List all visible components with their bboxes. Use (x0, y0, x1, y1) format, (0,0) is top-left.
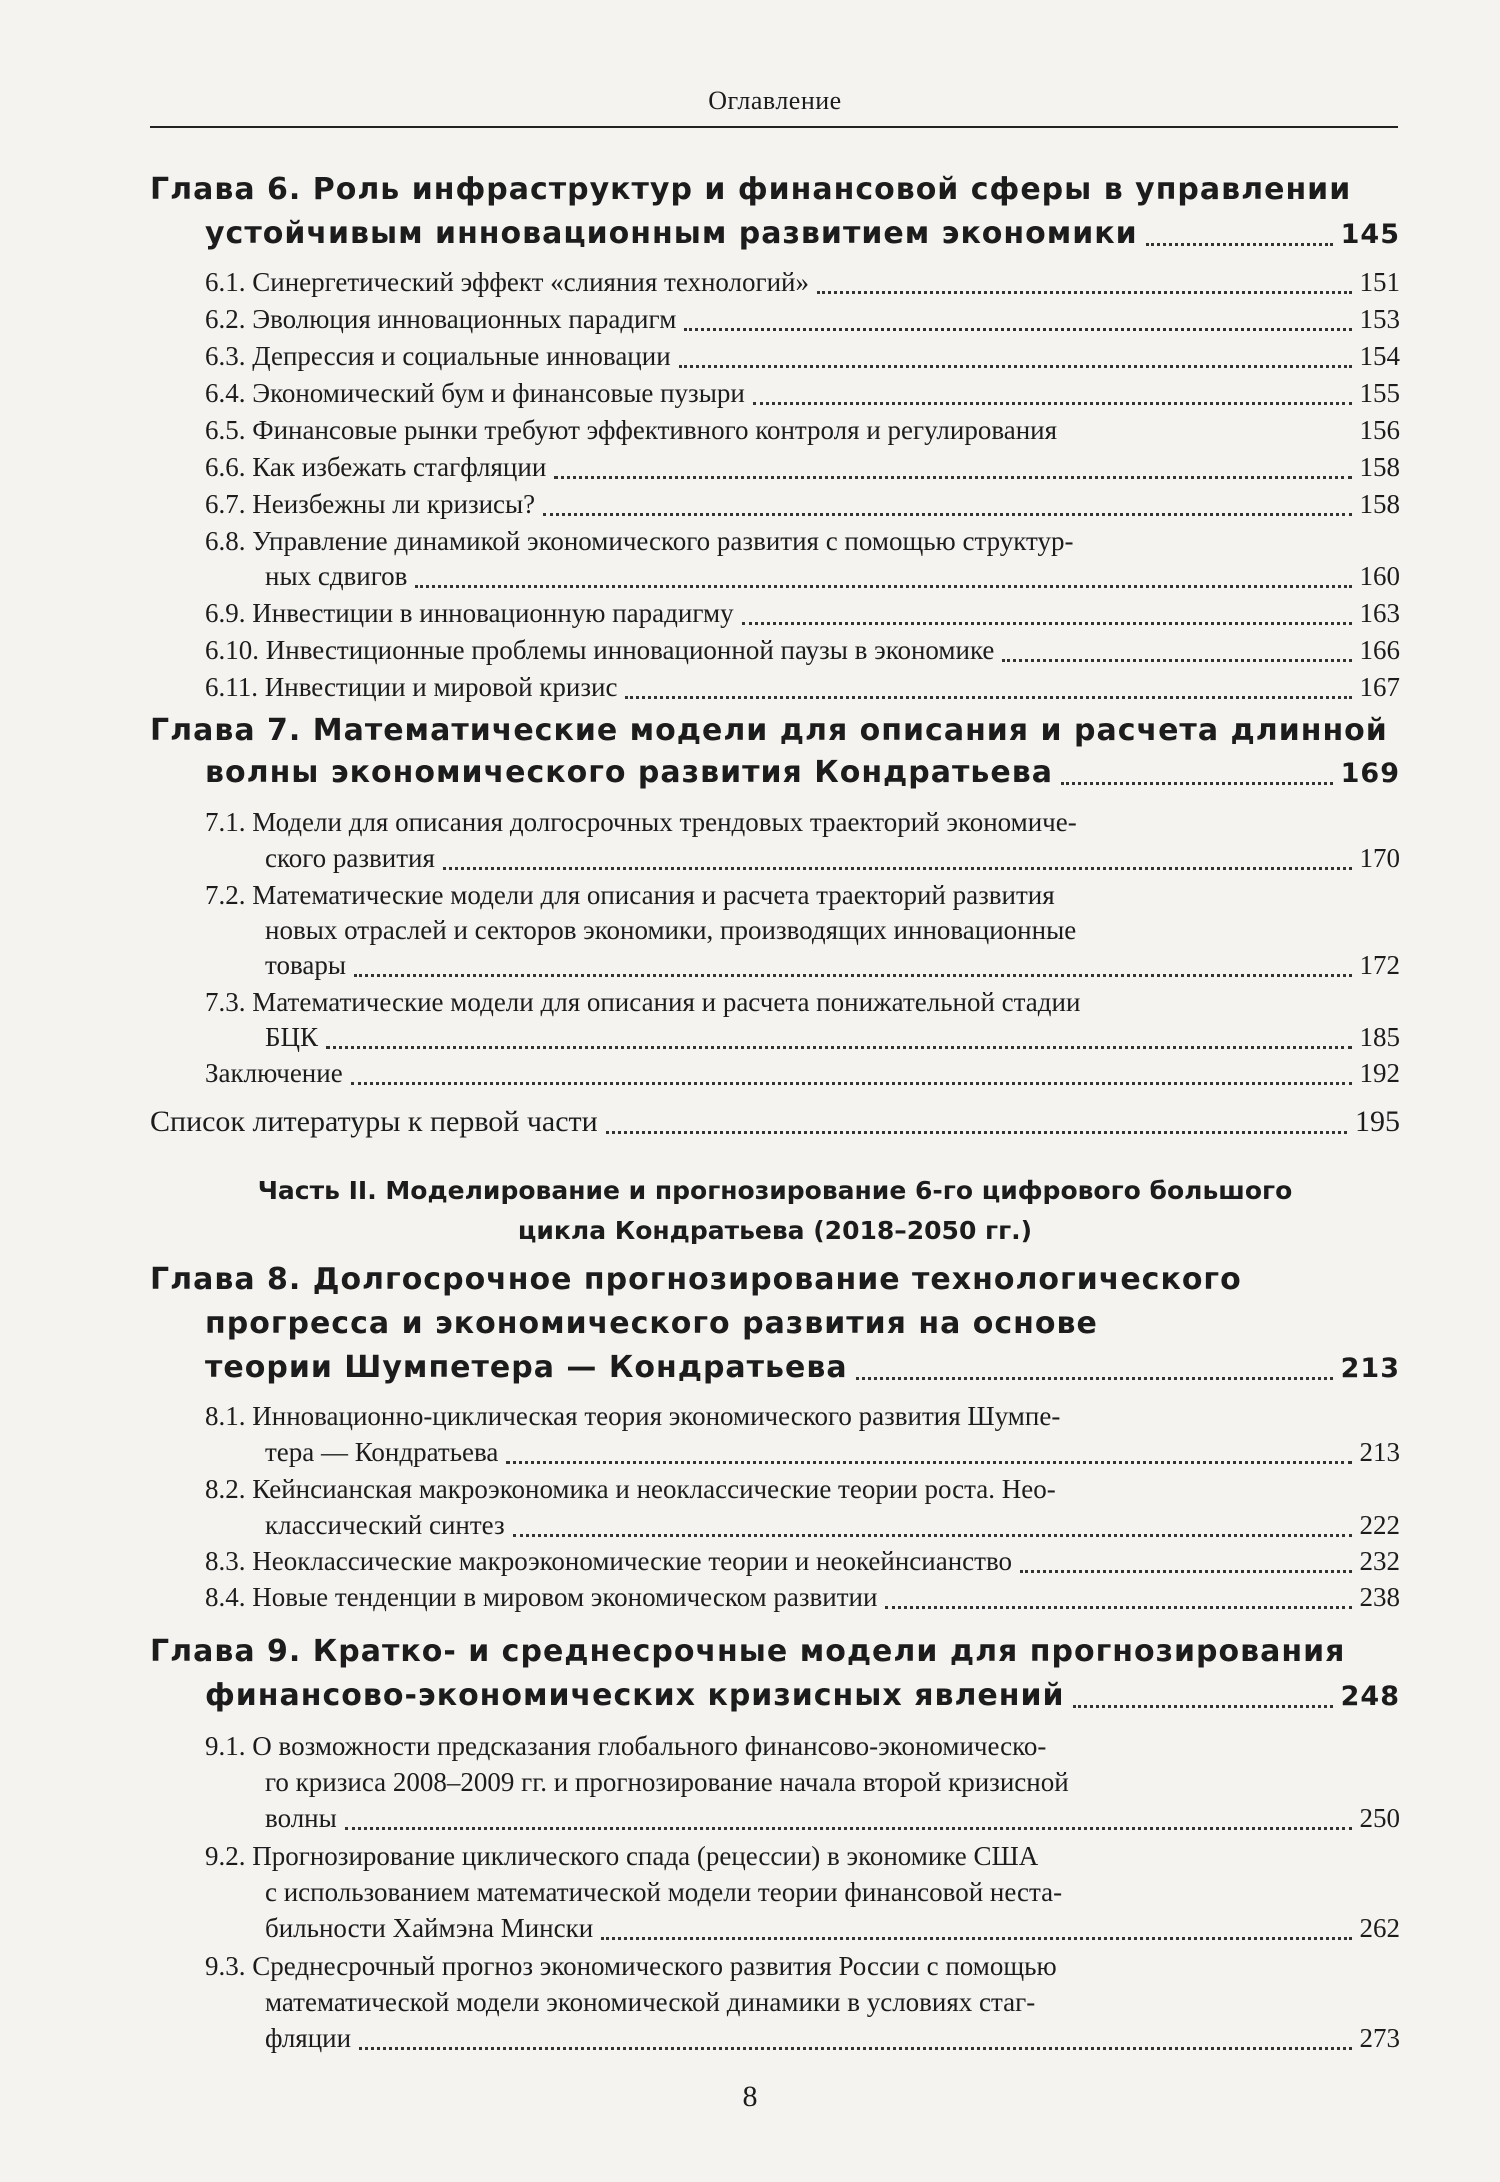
toc-entry[interactable]: ных сдвигов 160 (265, 561, 1400, 591)
toc-entry-line-2: математической модели экономической динамики в условиях стаг- (265, 1987, 1036, 2017)
toc-entry-line-2: с использованием математической модели теории финансовой неста- (265, 1877, 1063, 1907)
toc-entry-line-1: 7.2. Математические модели для описания и расчета траекторий развития (205, 880, 1055, 910)
toc-entry[interactable]: 6.2. Эволюция инновационных парадигм 153 (205, 304, 1400, 334)
chapter-8-title-line-2: прогресса и экономического развития на основе (205, 1306, 1098, 1341)
toc-entry-line-1: 9.1. О возможности предсказания глобального финансово-экономическо- (205, 1731, 1047, 1761)
toc-entry-line-1: 8.1. Инновационно-циклическая теория экономического развития Шумпе- (205, 1401, 1061, 1431)
part-2-heading-line-1: Часть II. Моделирование и прогнозирование 6-го цифрового большого (257, 1176, 1293, 1205)
chapter-6-entry[interactable]: устойчивым инновационным развитием экономики 145 (205, 214, 1400, 254)
toc-entry-line-1: 9.2. Прогнозирование циклического спада (рецессии) в экономике США (205, 1841, 1039, 1871)
chapter-9-entry[interactable]: финансово-экономических кризисных явлений 248 (205, 1678, 1400, 1713)
chapter-7-title-line-1: Глава 7. Математические модели для описания и расчета длинной (150, 713, 1388, 748)
toc-entry[interactable]: классический синтез 222 (265, 1510, 1400, 1540)
toc-entry-line-1: 8.2. Кейнсианская макроэкономика и неоклассические теории роста. Нео- (205, 1474, 1056, 1504)
chapter-6-title-line-1: Глава 6. Роль инфраструктур и финансовой сферы в управлении (150, 172, 1352, 207)
toc-entry[interactable]: 6.5. Финансовые рынки требуют эффективного контроля и регулирования 156 (205, 415, 1400, 445)
toc-entry[interactable]: 6.10. Инвестиционные проблемы инновационной паузы в экономике 166 (205, 635, 1400, 665)
toc-entry-line-1: 7.1. Модели для описания долгосрочных трендовых траекторий экономиче- (205, 807, 1077, 837)
toc-entry[interactable]: 6.4. Экономический бум и финансовые пузыри 155 (205, 378, 1400, 408)
toc-entry[interactable]: тера — Кондратьева 213 (265, 1437, 1400, 1467)
toc-entry-line-2: го кризиса 2008–2009 гг. и прогнозирование начала второй кризисной (265, 1767, 1069, 1797)
toc-entry[interactable]: 6.1. Синергетический эффект «слияния технологий» 151 (205, 267, 1400, 297)
toc-entry-line-1: 6.8. Управление динамикой экономического развития с помощью структур- (205, 526, 1074, 556)
toc-entry[interactable]: БЦК 185 (265, 1022, 1400, 1052)
chapter-7-entry[interactable]: волны экономического развития Кондратьева 169 (205, 755, 1400, 790)
toc-entry[interactable]: фляции 273 (265, 2023, 1400, 2053)
toc-entry[interactable]: 6.6. Как избежать стагфляции 158 (205, 452, 1400, 482)
toc-entry[interactable]: 8.3. Неоклассические макроэкономические теории и неокейнсианство 232 (205, 1546, 1400, 1576)
toc-entry[interactable]: товары 172 (265, 950, 1400, 980)
toc-entry[interactable]: волны 250 (265, 1803, 1400, 1833)
toc-entry[interactable]: 6.3. Депрессия и социальные инновации 154 (205, 341, 1400, 371)
toc-entry-line-2: новых отраслей и секторов экономики, производящих инновационные (265, 915, 1077, 945)
toc-entry[interactable]: бильности Хаймэна Мински 262 (265, 1913, 1400, 1943)
toc-entry[interactable]: 6.11. Инвестиции и мировой кризис 167 (205, 672, 1400, 702)
part-2-heading-line-2: цикла Кондратьева (2018–2050 гг.) (517, 1216, 1033, 1245)
toc-entry[interactable]: 6.9. Инвестиции в инновационную парадигму 163 (205, 598, 1400, 628)
chapter-8-title-line-1: Глава 8. Долгосрочное прогнозирование технологического (150, 1262, 1242, 1297)
chapter-9-title-line-1: Глава 9. Кратко- и среднесрочные модели для прогнозирования (150, 1634, 1346, 1669)
chapter-8-entry[interactable]: теории Шумпетера — Кондратьева 213 (205, 1350, 1400, 1385)
page-number: 145 (1340, 219, 1400, 250)
toc-entry-line-1: 9.3. Среднесрочный прогноз экономического развития России с помощью (205, 1951, 1057, 1981)
running-header: Оглавление (708, 86, 842, 115)
toc-entry-conclusion[interactable]: Заключение 192 (205, 1058, 1400, 1088)
toc-entry-line-1: 7.3. Математические модели для описания и расчета понижательной стадии (205, 987, 1081, 1017)
toc-entry[interactable]: ского развития 170 (265, 843, 1400, 873)
toc-entry[interactable]: 8.4. Новые тенденции в мировом экономическом развитии 238 (205, 1582, 1400, 1612)
toc-entry[interactable]: 6.7. Неизбежны ли кризисы? 158 (205, 489, 1400, 519)
page-number-footer: 8 (742, 2080, 758, 2113)
toc-entry-bibliography[interactable]: Список литературы к первой части 195 (150, 1105, 1400, 1138)
header-rule (150, 126, 1398, 128)
